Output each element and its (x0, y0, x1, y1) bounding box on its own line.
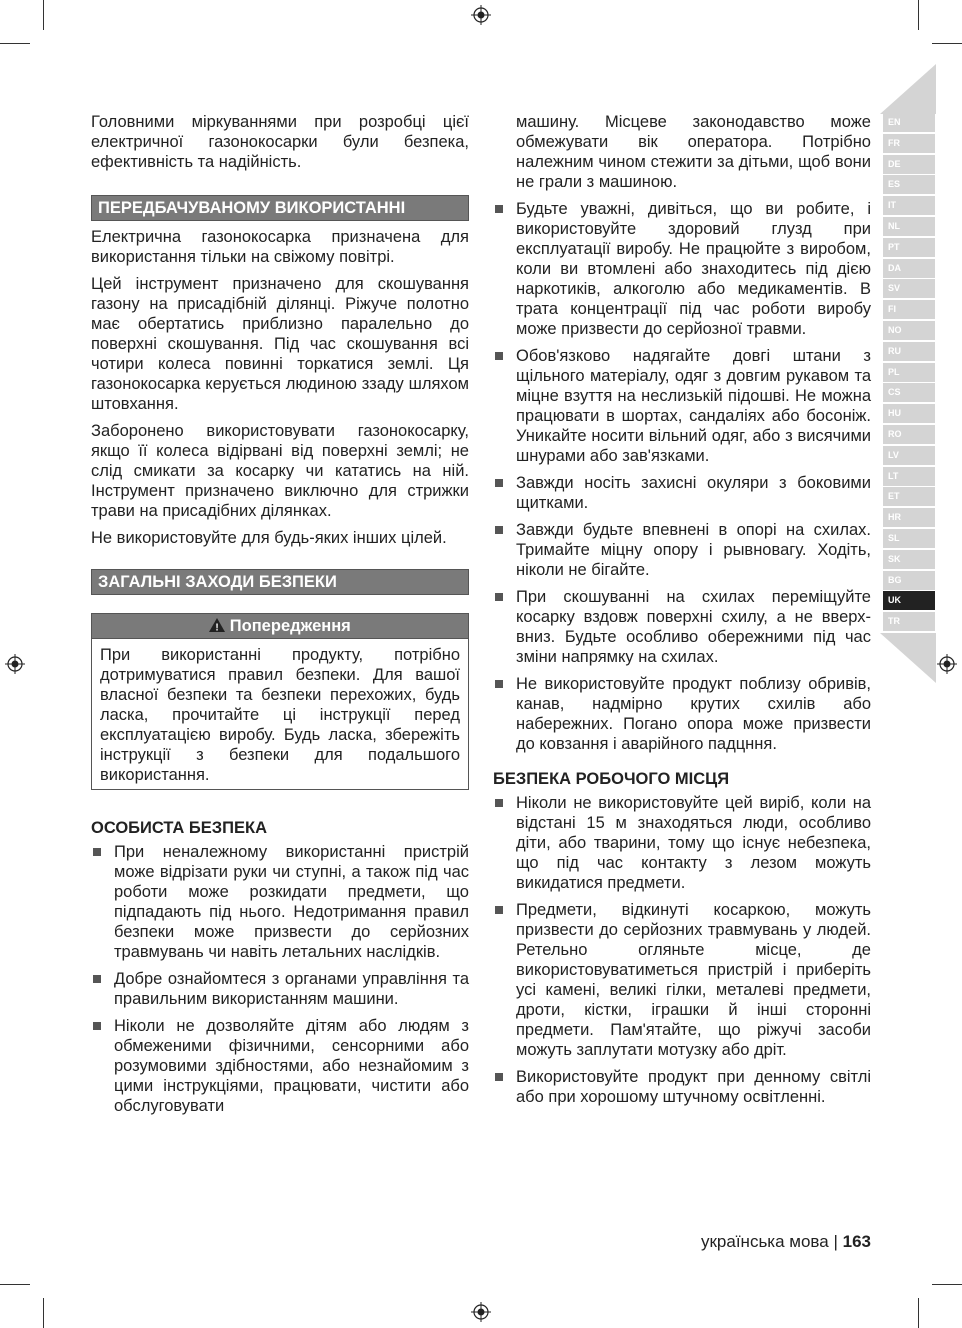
crop-mark (932, 1284, 962, 1285)
bullet-square-icon (93, 1022, 101, 1030)
language-tab-lt[interactable]: LT (883, 467, 935, 486)
language-tab-ro[interactable]: RO (883, 425, 935, 444)
language-tab-uk[interactable]: UK (883, 591, 935, 610)
bullet-square-icon (495, 479, 503, 487)
registration-mark-icon (471, 5, 491, 25)
language-tab-bg[interactable]: BG (883, 571, 935, 590)
registration-mark-icon (937, 654, 957, 674)
bullet-list (493, 199, 871, 754)
tab-decoration (880, 64, 936, 114)
warning-box (91, 613, 469, 790)
crop-mark (932, 43, 962, 44)
language-tab-hu[interactable]: HU (883, 404, 935, 423)
language-tab-lv[interactable]: LV (883, 446, 935, 465)
page-number: 163 (842, 1232, 871, 1251)
language-tabs (883, 113, 935, 633)
list-item: При скошуванні на схилах переміщуйте косарку вздовж поверхні схилу, а не вверх-вниз. Будьте особливо обережними під час зміни напрямку на схилах. (493, 587, 871, 667)
warning-title: Попередження (229, 617, 351, 635)
language-tab-cs[interactable]: CS (883, 383, 935, 402)
language-tab-pt[interactable]: PT (883, 238, 935, 257)
bullet-list (493, 793, 871, 1107)
language-tab-it[interactable]: IT (883, 196, 935, 215)
language-tab-fr[interactable]: FR (883, 134, 935, 153)
bullet-square-icon (93, 975, 101, 983)
continuation-paragraph: машину. Місцеве законодавство може обмежувати вік оператора. Потрібно належним чином стежити за дітьми, щоб вони не грали з машиною. (516, 113, 871, 191)
svg-text:!: ! (215, 622, 219, 632)
list-item: Предмети, відкинуті косаркою, можуть призвести до серйозних травмувань у людей. Ретельно огляньте місце, де використовуватиметься пристрій і приберіть усі камені, великі гілки, металеві предмети, дроти, кістки, іграшки й інші сторонні предмети. Пам'ятайте, що ріжучі засоби можуть заплутати мотузку або дріт. (493, 900, 871, 1060)
bullet-square-icon (495, 799, 503, 807)
page-footer (701, 1232, 871, 1252)
section-heading-personal-safety: ОСОБИСТА БЕЗПЕКА (91, 819, 267, 837)
list-item: При неналежному використанні пристрій може відрізати руки чи ступні, а також під час роботи може розкидати предмети, що підпадають під нього. Недотримання правил безпеки може призвести до серйозних травмувань чи навіть летальних наслідків. (91, 842, 469, 962)
crop-mark (43, 1298, 44, 1328)
paragraph: Цей інструмент призначено для скошування газону на присадібній ділянці. Ріжуче полотно має обертатись приблизно паралельно до поверхні скошування. Під час скошування всі чотири колеса повинні торкатися землі. Ця газонокосарка керується людиною ззаду шляхом штовхання. (91, 275, 469, 413)
language-tab-pl[interactable]: PL (883, 363, 935, 382)
tab-decoration (880, 633, 936, 683)
footer-separator: | (833, 1232, 838, 1251)
language-tab-sl[interactable]: SL (883, 529, 935, 548)
bullet-list (91, 842, 469, 1116)
crop-mark (918, 0, 919, 30)
crop-mark (0, 1284, 30, 1285)
bullet-square-icon (495, 1073, 503, 1081)
bullet-square-icon (495, 526, 503, 534)
warning-text: При використанні продукту, потрібно дотримуватися правил безпеки. Для вашої власної безпеки та безпеки перехожих, будь ласка, прочитайте ці інструкції перед експлуатацією виробу. Будь ласка, збережіть інструкції з безпеки для подальшого використання. (100, 646, 460, 784)
registration-mark-icon (5, 654, 25, 674)
language-tab-de[interactable]: DE (883, 155, 935, 174)
list-item: Обов'язково надягайте довгі штани з щільного матеріалу, одяг з довгим рукавом та міцне взуття на неслизькій підошві. Не можна працювати в шортах, сандаліях або босоніж. Уникайте носити вільний одяг, або з висячими шнурами або зав'язками. (493, 346, 871, 466)
intro-paragraph: Головними міркуваннями при розробці цієї електричної газонокосарки були безпека, ефективність та надійність. (91, 113, 469, 171)
language-tab-ru[interactable]: RU (883, 342, 935, 361)
section-heading-general-safety: ЗАГАЛЬНІ ЗАХОДИ БЕЗПЕКИ (91, 569, 469, 595)
list-item: Добре ознайомтеся з органами управління та правильним використанням машини. (91, 969, 469, 1009)
registration-mark-icon (471, 1302, 491, 1322)
bullet-square-icon (495, 352, 503, 360)
footer-language: українська мова (700, 1232, 829, 1251)
language-tab-sv[interactable]: SV (883, 279, 935, 298)
left-column (91, 112, 469, 1123)
language-tab-en[interactable]: EN (883, 113, 935, 132)
section-heading-workplace-safety: БЕЗПЕКА РОБОЧОГО МІСЦЯ (493, 770, 730, 788)
language-tab-hr[interactable]: HR (883, 508, 935, 527)
crop-mark (43, 0, 44, 30)
language-tab-da[interactable]: DA (883, 259, 935, 278)
list-item: Не використовуйте продукт поблизу обривів, канав, надмірно крутих схилів або набережних. Погано опора може призвести до ковзання і аварійного падцння. (493, 674, 871, 754)
bullet-square-icon (495, 906, 503, 914)
bullet-square-icon (495, 680, 503, 688)
language-tab-nl[interactable]: NL (883, 217, 935, 236)
list-item: Завжди носіть захисні окуляри з боковими щитками. (493, 473, 871, 513)
bullet-square-icon (495, 205, 503, 213)
warning-triangle-icon (209, 618, 225, 632)
language-tab-es[interactable]: ES (883, 175, 935, 194)
list-item: Ніколи не дозволяйте дітям або людям з обмеженими фізичними, сенсорними або розумовими здібностями, або незнайомим з цими інструкціями, працювати, чистити або обслуговувати (91, 1016, 469, 1116)
section-heading-intended-use: ПЕРЕДБАЧУВАНОМУ ВИКОРИСТАННІ (91, 195, 469, 221)
bullet-square-icon (495, 593, 503, 601)
crop-mark (918, 1298, 919, 1328)
paragraph: Не використовуйте для будь-яких інших цілей. (91, 529, 447, 547)
list-item: Ніколи не використовуйте цей виріб, коли на відстані 15 м знаходяться люди, особливо діти, або тварини, тому що існує небезпека, що під час контакту з лезом можуть викидатися предмети. (493, 793, 871, 893)
crop-mark (0, 43, 30, 44)
language-tab-fi[interactable]: FI (883, 300, 935, 319)
bullet-square-icon (93, 848, 101, 856)
language-tab-et[interactable]: ET (883, 487, 935, 506)
right-column (493, 112, 871, 1114)
list-item: Будьте уважні, дивіться, що ви робите, і використовуйте здоровий глузд при експлуатації виробу. Не працюйте з виробом, коли ви втомлені або знаходитесь під дією наркотиків, алкоголю або медикаментів. В трата концентрації під час роботи виробу може призвести до серйозної травми. (493, 199, 871, 339)
language-tab-tr[interactable]: TR (883, 612, 935, 631)
language-tab-sk[interactable]: SK (883, 550, 935, 569)
paragraph: Заборонено використовувати газонокосарку, якщо її колеса відірвані від поверхні землі; не слід смикати за косарку чи кататись на ній. Інструмент призначено виключно для стрижки трави на присадібних ділянках. (91, 422, 469, 520)
list-item: Завжди будьте впевнені в опорі на схилах. Тримайте міцну опору і рывновагу. Ходіть, ніколи не бігайте. (493, 520, 871, 580)
language-tab-no[interactable]: NO (883, 321, 935, 340)
paragraph: Електрична газонокосарка призначена для використання тільки на свіжому повітрі. (91, 228, 469, 266)
warning-header (92, 614, 468, 639)
list-item: Використовуйте продукт при денному світлі або при хорошому штучному освітленні. (493, 1067, 871, 1107)
